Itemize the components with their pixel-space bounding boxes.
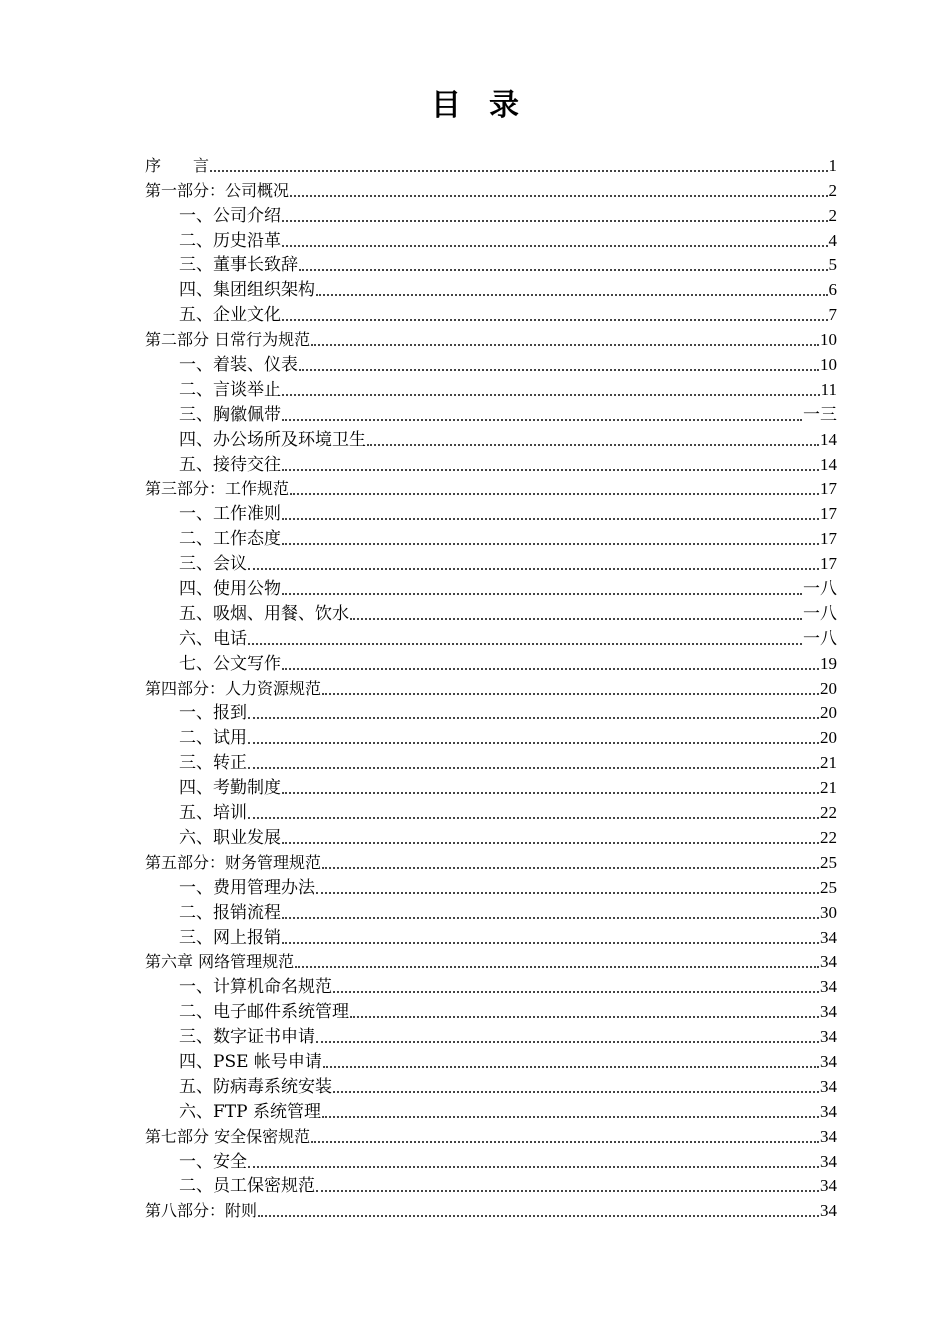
dot-leader bbox=[299, 269, 828, 271]
toc-subsection-entry[interactable] bbox=[145, 252, 837, 277]
toc-section-entry[interactable] bbox=[145, 1123, 837, 1148]
toc-subsection-entry[interactable] bbox=[145, 600, 837, 625]
dot-leader bbox=[311, 344, 819, 346]
toc-title: 目录 bbox=[431, 88, 547, 123]
toc-entry-label: 三、网上报销 bbox=[179, 927, 281, 948]
dot-leader bbox=[282, 792, 819, 794]
toc-entry-page: 6 bbox=[828, 280, 837, 300]
dot-leader bbox=[350, 618, 802, 620]
toc-subsection-entry[interactable] bbox=[145, 1173, 837, 1198]
toc-entry-page: 5 bbox=[828, 255, 837, 275]
toc-entry-label: 三、转正 bbox=[179, 753, 247, 774]
dot-leader bbox=[248, 767, 819, 769]
dot-leader bbox=[295, 966, 819, 968]
toc-entry-page: 20 bbox=[820, 728, 837, 748]
toc-subsection-entry[interactable] bbox=[145, 301, 837, 326]
toc-section-entry[interactable] bbox=[145, 476, 837, 501]
dot-leader bbox=[282, 319, 828, 321]
toc-subsection-entry[interactable] bbox=[145, 575, 837, 600]
toc-subsection-entry[interactable] bbox=[145, 227, 837, 252]
toc-entry-label: 序 言 bbox=[145, 155, 210, 175]
toc-subsection-entry[interactable] bbox=[145, 824, 837, 849]
dot-leader bbox=[282, 469, 819, 471]
toc-entry-label: 六、电话 bbox=[179, 628, 247, 649]
toc-subsection-entry[interactable] bbox=[145, 1098, 837, 1123]
dot-leader bbox=[282, 394, 820, 396]
toc-subsection-entry[interactable] bbox=[145, 924, 837, 949]
toc-subsection-entry[interactable] bbox=[145, 1073, 837, 1098]
dot-leader bbox=[316, 1190, 819, 1192]
dot-leader bbox=[322, 1116, 819, 1118]
toc-entry-label: 五、吸烟、用餐、饮水 bbox=[179, 603, 349, 624]
toc-entry-label: 二、工作态度 bbox=[179, 529, 281, 550]
toc-entry-page: 20 bbox=[820, 678, 837, 698]
dot-leader bbox=[350, 1016, 819, 1018]
table-of-contents bbox=[145, 152, 837, 1222]
dot-leader bbox=[311, 1141, 819, 1143]
toc-entry-page: 17 bbox=[820, 529, 837, 549]
dot-leader bbox=[282, 220, 828, 222]
toc-entry-page: 34 bbox=[820, 1002, 837, 1022]
dot-leader bbox=[248, 717, 819, 719]
dot-leader bbox=[282, 942, 819, 944]
toc-subsection-entry[interactable] bbox=[145, 426, 837, 451]
toc-entry-page: 14 bbox=[820, 454, 837, 474]
toc-entry-page: 2 bbox=[828, 180, 837, 200]
toc-subsection-entry[interactable] bbox=[145, 351, 837, 376]
toc-entry-page: 22 bbox=[820, 803, 837, 823]
toc-entry-page: 19 bbox=[820, 653, 837, 673]
toc-entry-label: 一、计算机命名规范 bbox=[179, 977, 332, 998]
toc-entry-page: 17 bbox=[820, 554, 837, 574]
toc-entry-label: 第六章 网络管理规范 bbox=[145, 952, 295, 972]
toc-subsection-entry[interactable] bbox=[145, 749, 837, 774]
toc-entry-page: 34 bbox=[820, 977, 837, 997]
toc-subsection-entry[interactable] bbox=[145, 874, 837, 899]
toc-entry-label: 六、职业发展 bbox=[179, 827, 281, 848]
toc-section-entry[interactable] bbox=[145, 849, 837, 874]
toc-subsection-entry[interactable] bbox=[145, 1048, 837, 1073]
toc-section-entry[interactable] bbox=[145, 177, 837, 202]
toc-entry-label: 三、会议 bbox=[179, 554, 247, 575]
dot-leader bbox=[282, 419, 802, 421]
toc-entry-label: 二、历史沿革 bbox=[179, 230, 281, 251]
toc-subsection-entry[interactable] bbox=[145, 276, 837, 301]
toc-entry-page: 1 bbox=[828, 155, 837, 175]
toc-entry-page: 11 bbox=[820, 379, 837, 399]
toc-entry-page: 一八 bbox=[803, 628, 837, 649]
toc-entry-page: 21 bbox=[820, 753, 837, 773]
toc-subsection-entry[interactable] bbox=[145, 525, 837, 550]
toc-entry-page: 20 bbox=[820, 703, 837, 723]
toc-entry-label: 一、安全 bbox=[179, 1151, 247, 1172]
toc-entry-page: 10 bbox=[820, 330, 837, 350]
toc-section-entry[interactable] bbox=[145, 326, 837, 351]
dot-leader bbox=[316, 1041, 819, 1043]
toc-entry-page: 一三 bbox=[803, 404, 837, 425]
dot-leader bbox=[316, 294, 828, 296]
dot-leader bbox=[282, 842, 819, 844]
toc-section-entry[interactable] bbox=[145, 675, 837, 700]
toc-entry-page: 25 bbox=[820, 852, 837, 872]
toc-subsection-entry[interactable] bbox=[145, 650, 837, 675]
dot-leader bbox=[299, 369, 819, 371]
toc-entry-page: 25 bbox=[820, 877, 837, 897]
toc-entry-label: 四、使用公物 bbox=[179, 579, 281, 600]
toc-subsection-entry[interactable] bbox=[145, 973, 837, 998]
dot-leader bbox=[248, 568, 819, 570]
dot-leader bbox=[282, 917, 819, 919]
toc-entry-page: 34 bbox=[820, 1027, 837, 1047]
toc-entry-label: 二、员工保密规范 bbox=[179, 1176, 315, 1197]
dot-leader bbox=[258, 1215, 819, 1217]
toc-entry-label: 一、公司介绍 bbox=[179, 205, 281, 226]
dot-leader bbox=[322, 693, 819, 695]
toc-entry-label: 五、企业文化 bbox=[179, 305, 281, 326]
toc-entry-label: 七、公文写作 bbox=[179, 653, 281, 674]
toc-subsection-entry[interactable] bbox=[145, 1148, 837, 1173]
toc-entry-label: 二、电子邮件系统管理 bbox=[179, 1002, 349, 1023]
dot-leader bbox=[248, 742, 819, 744]
toc-entry-label: 第五部分：财务管理规范 bbox=[145, 852, 322, 872]
toc-entry-label: 第一部分：公司概况 bbox=[145, 180, 290, 200]
toc-entry-label: 五、接待交往 bbox=[179, 454, 281, 475]
toc-entry-label: 第三部分：工作规范 bbox=[145, 479, 290, 499]
toc-entry-label: 一、费用管理办法 bbox=[179, 877, 315, 898]
toc-entry-page: 30 bbox=[820, 902, 837, 922]
dot-leader bbox=[316, 892, 819, 894]
toc-subsection-entry[interactable] bbox=[145, 202, 837, 227]
toc-entry-label: 四、PSE 帐号申请 bbox=[179, 1051, 322, 1072]
dot-leader bbox=[290, 195, 827, 197]
toc-entry-page: 34 bbox=[820, 952, 837, 972]
toc-entry-label: 第二部分 日常行为规范 bbox=[145, 330, 311, 350]
toc-entry-page: 4 bbox=[828, 230, 837, 250]
toc-subsection-entry[interactable] bbox=[145, 899, 837, 924]
toc-entry-page: 7 bbox=[828, 305, 837, 325]
dot-leader bbox=[282, 593, 802, 595]
toc-subsection-entry[interactable] bbox=[145, 1023, 837, 1048]
dot-leader bbox=[210, 170, 827, 172]
toc-entry-page: 10 bbox=[820, 355, 837, 375]
toc-subsection-entry[interactable] bbox=[145, 625, 837, 650]
toc-subsection-entry[interactable] bbox=[145, 724, 837, 749]
toc-entry-label: 三、董事长致辞 bbox=[179, 255, 298, 276]
toc-subsection-entry[interactable] bbox=[145, 451, 837, 476]
dot-leader bbox=[282, 668, 819, 670]
toc-entry-label: 五、培训 bbox=[179, 803, 247, 824]
dot-leader bbox=[248, 817, 819, 819]
toc-entry-page: 34 bbox=[820, 1151, 837, 1171]
toc-entry-label: 四、集团组织架构 bbox=[179, 280, 315, 301]
toc-subsection-entry[interactable] bbox=[145, 799, 837, 824]
toc-section-entry[interactable] bbox=[145, 152, 837, 177]
toc-entry-label: 一、报到 bbox=[179, 703, 247, 724]
toc-entry-page: 21 bbox=[820, 778, 837, 798]
toc-entry-page: 34 bbox=[820, 1101, 837, 1121]
toc-entry-page: 34 bbox=[820, 1051, 837, 1071]
toc-section-entry[interactable] bbox=[145, 949, 837, 974]
toc-entry-page: 一八 bbox=[803, 603, 837, 624]
toc-subsection-entry[interactable] bbox=[145, 376, 837, 401]
dot-leader bbox=[248, 1166, 819, 1168]
toc-entry-label: 第四部分：人力资源规范 bbox=[145, 678, 322, 698]
dot-leader bbox=[282, 543, 819, 545]
toc-entry-page: 22 bbox=[820, 827, 837, 847]
toc-section-entry[interactable] bbox=[145, 1197, 837, 1222]
toc-entry-label: 第七部分 安全保密规范 bbox=[145, 1126, 311, 1146]
toc-entry-label: 三、数字证书申请 bbox=[179, 1027, 315, 1048]
dot-leader bbox=[323, 1066, 819, 1068]
toc-entry-page: 14 bbox=[820, 429, 837, 449]
toc-entry-page: 17 bbox=[820, 504, 837, 524]
toc-entry-label: 二、言谈举止 bbox=[179, 379, 281, 400]
toc-entry-page: 34 bbox=[820, 1126, 837, 1146]
toc-entry-label: 五、防病毒系统安装 bbox=[179, 1076, 332, 1097]
dot-leader bbox=[282, 518, 819, 520]
toc-entry-page: 34 bbox=[820, 927, 837, 947]
toc-subsection-entry[interactable] bbox=[145, 774, 837, 799]
toc-subsection-entry[interactable] bbox=[145, 550, 837, 575]
dot-leader bbox=[322, 867, 819, 869]
dot-leader bbox=[282, 245, 828, 247]
toc-entry-label: 四、考勤制度 bbox=[179, 778, 281, 799]
toc-subsection-entry[interactable] bbox=[145, 500, 837, 525]
dot-leader bbox=[333, 1091, 819, 1093]
toc-entry-label: 二、报销流程 bbox=[179, 902, 281, 923]
toc-entry-page: 17 bbox=[820, 479, 837, 499]
toc-entry-page: 34 bbox=[820, 1201, 837, 1221]
toc-entry-label: 六、FTP 系统管理 bbox=[179, 1101, 321, 1122]
toc-entry-label: 一、工作准则 bbox=[179, 504, 281, 525]
toc-entry-label: 四、办公场所及环境卫生 bbox=[179, 429, 366, 450]
toc-entry-label: 三、胸徽佩带 bbox=[179, 404, 281, 425]
toc-subsection-entry[interactable] bbox=[145, 998, 837, 1023]
toc-entry-page: 2 bbox=[828, 205, 837, 225]
toc-entry-label: 一、着装、仪表 bbox=[179, 355, 298, 376]
toc-entry-page: 一八 bbox=[803, 579, 837, 600]
toc-subsection-entry[interactable] bbox=[145, 401, 837, 426]
toc-entry-page: 34 bbox=[820, 1076, 837, 1096]
dot-leader bbox=[248, 643, 802, 645]
toc-entry-label: 第八部分：附则 bbox=[145, 1201, 258, 1221]
dot-leader bbox=[333, 991, 819, 993]
toc-subsection-entry[interactable] bbox=[145, 700, 837, 725]
toc-entry-label: 二、试用 bbox=[179, 728, 247, 749]
dot-leader bbox=[367, 444, 819, 446]
toc-entry-page: 34 bbox=[820, 1176, 837, 1196]
dot-leader bbox=[290, 493, 819, 495]
